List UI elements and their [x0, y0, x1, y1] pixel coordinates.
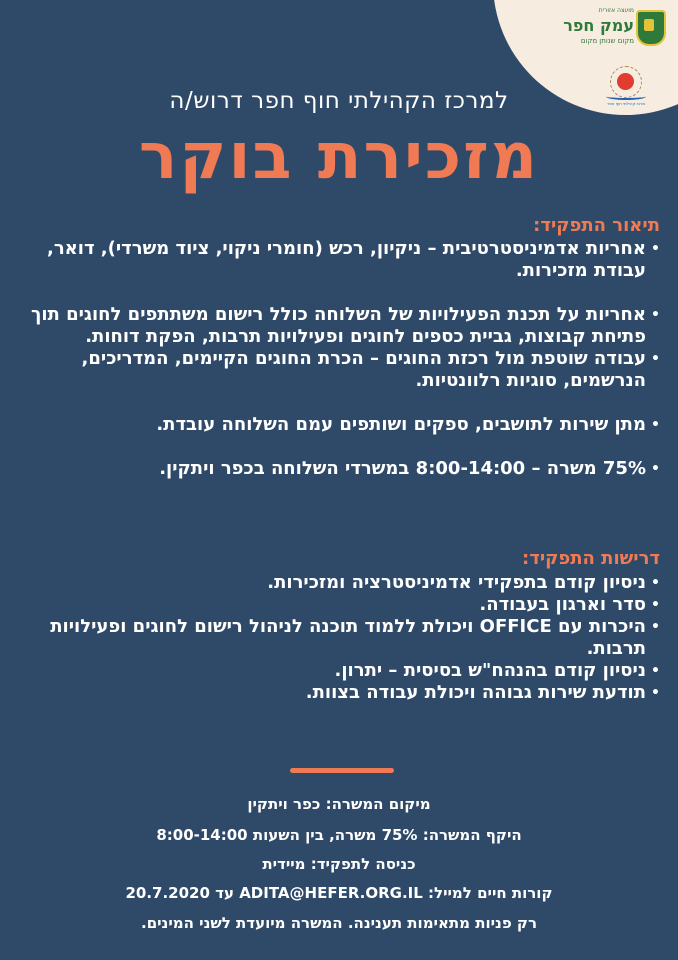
page-title: מזכירת בוקר: [138, 120, 540, 194]
list-item: • אחריות אדמיניסטרטיבית – ניקיון, רכש (חומרי ניקוי, ציוד משרדי), דואר, עבודת מזכירות.: [10, 238, 660, 282]
hefer-logo-slogan: מקום שנותן מקום: [580, 37, 634, 45]
page-subtitle: למרכז הקהילתי חוף חפר דרוש/ה: [169, 88, 509, 114]
list-item: • תודעת שירות גבוהה ויכולת עבודה בצוות.: [10, 682, 660, 704]
emek-hefer-logo: [556, 8, 666, 54]
list-item: • ניסיון קודם בהנהח"ש בסיסית – יתרון.: [10, 660, 660, 682]
list-item: • אחריות על תכנת הפעילויות של השלוחה כולל רישום משתתפים לחוגים תוך פתיחת קבוצות, גביית כספים לחוגים ופעילויות תרבות, הפקת דוחות.: [10, 304, 660, 348]
community-center-caption: מרכז קהילתי חוף חפר: [606, 101, 646, 106]
list-item: • ניסיון קודם בתפקידי אדמיניסטרציה ומזכירות.: [10, 572, 660, 594]
divider: [290, 768, 394, 773]
job-start: כניסה לתפקיד: מיידית: [262, 855, 416, 873]
hefer-shield-icon: [636, 10, 666, 46]
hefer-logo-topline: מועצה אזורית: [598, 7, 634, 14]
requirements-list: [10, 572, 660, 704]
list-item: • סדר וארגון בעבודה.: [10, 594, 660, 616]
description-list: [10, 238, 660, 480]
job-location: מיקום המשרה: כפר ויתקין: [247, 795, 431, 813]
closing-note: רק פניות מתאימות תענינה. המשרה מיועדת לשני המינים.: [141, 914, 537, 932]
list-item: • מתן שירות לתושבים, ספקים ושותפים עמם השלוחה עובדת.: [10, 414, 660, 436]
list-item: • 75% משרה – 8:00-14:00 במשרדי השלוחה בכפר ויתקין.: [10, 458, 660, 480]
list-item: • עבודה שוטפת מול רכזת החוגים – הכרת החוגים הקיימים, המדריכים, הנרשמים, סוגיות רלוונטיות.: [10, 348, 660, 392]
hefer-logo-name: עמק חפר: [563, 16, 634, 35]
job-scope: היקף המשרה: 75% משרה, בין השעות 8:00-14:00: [156, 826, 522, 844]
requirements-heading: דרישות התפקיד:: [522, 548, 660, 569]
list-item: • היכרות עם OFFICE ויכולת ללמוד תוכנה לניהול רישום לחוגים ופעילויות תרבות.: [10, 616, 660, 660]
cv-contact: קורות חיים למייל: ADITA@HEFER.ORG.IL עד 20.7.2020: [125, 884, 553, 902]
description-heading: תיאור התפקיד:: [533, 215, 660, 236]
